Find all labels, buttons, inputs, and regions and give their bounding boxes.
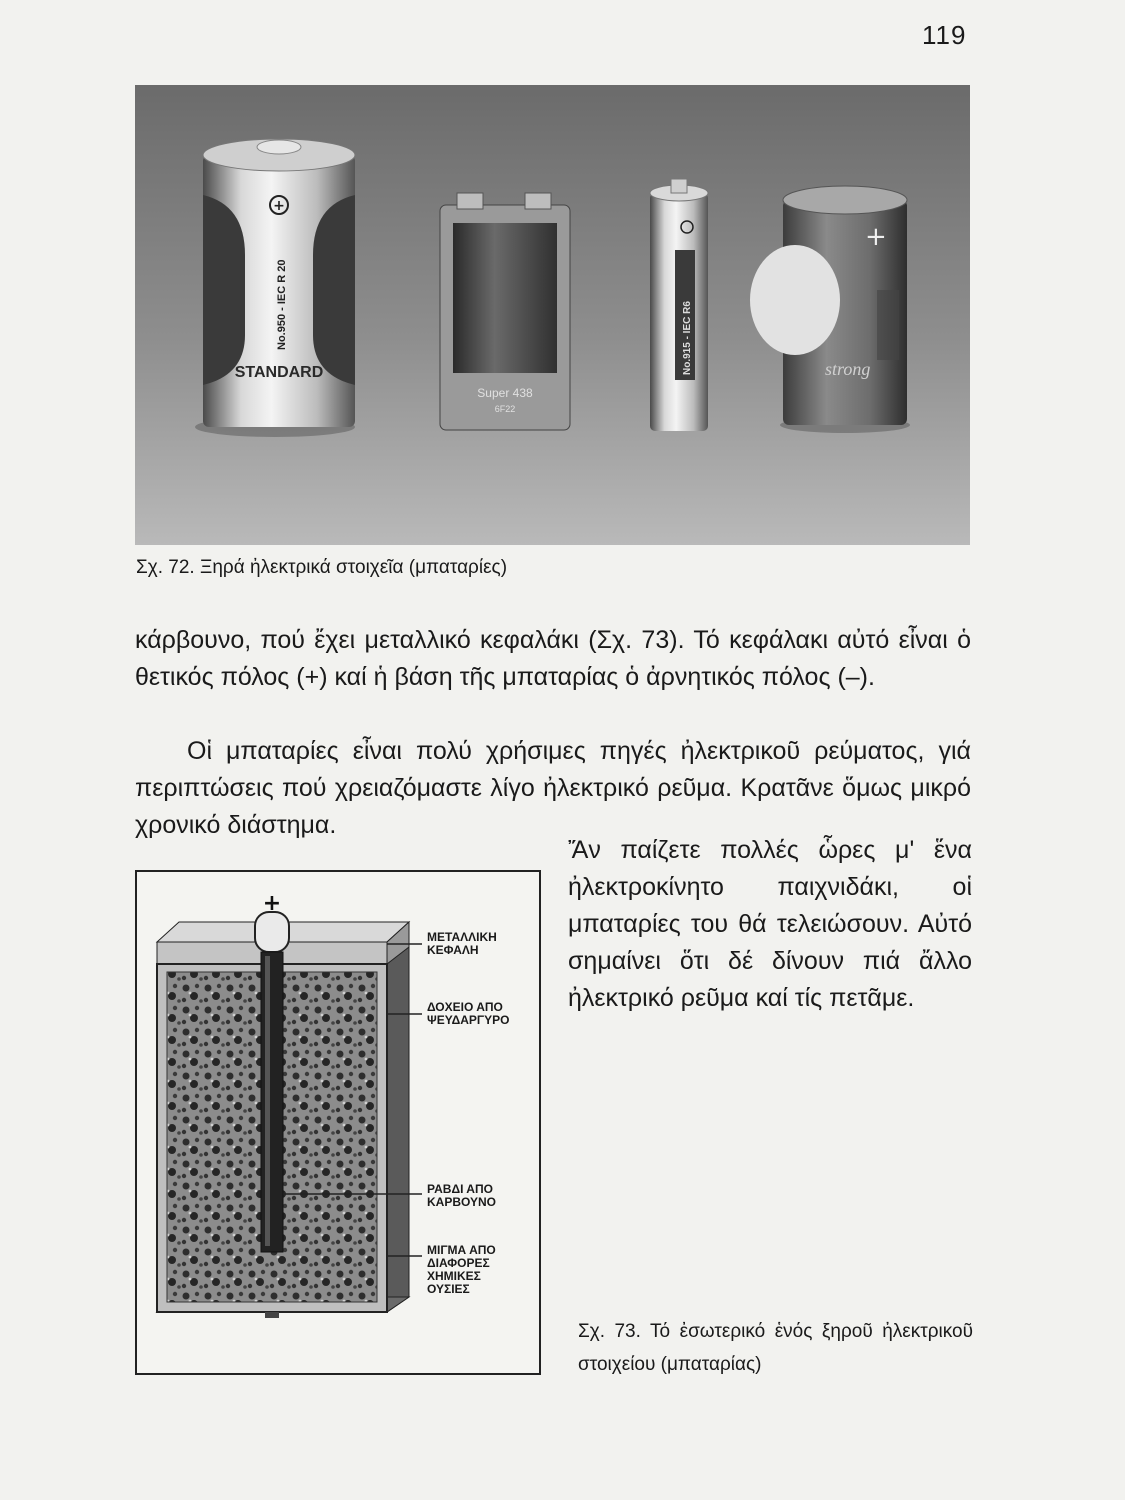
figure-73-caption: Σχ. 73. Τό ἐσωτερικό ἑνός ξηροῦ ἠλεκτρικοῦ στοιχείου (μπαταρίας) <box>578 1321 973 1375</box>
label-carbon-rod: ΡΑΒΔΙ ΑΠΟ ΚΑΡΒΟΥΝΟ <box>427 1182 497 1209</box>
nine-volt-label-1: Super 438 <box>477 386 533 400</box>
svg-text:+: + <box>865 222 887 252</box>
label-chemical-mix: ΜΙΓΜΑ ΑΠΟ ΔΙΑΦΟΡΕΣ ΧΗΜΙΚΕΣ ΟΥΣΙΕΣ <box>427 1243 496 1296</box>
figure-72-caption: Σχ. 72. Ξηρά ἠλεκτρικά στοιχεῖα (μπαταρίες) <box>136 557 508 578</box>
d-cell-brand-text: STANDARD <box>234 364 324 381</box>
label-zinc-container: ΔΟΧΕΙΟ ΑΠΟ ΨΕΥΔΑΡΓΥΡΟ <box>427 1000 510 1027</box>
batteries-photo <box>135 85 970 545</box>
body-paragraph-2: Οἱ μπαταρίες εἶναι πολύ χρήσιμες πηγές ἠλεκτρικοῦ ρεύματος, γιά περιπτώσεις πού χρειαζόμαστε λίγο ἠλεκτρικό ρεῦμα. Κρατᾶνε ὅμως μικρό χρονικό διάστημα. <box>135 737 971 839</box>
positive-terminal-symbol: + <box>262 891 282 916</box>
nine-volt-label-2: 6F22 <box>494 404 516 414</box>
aa-battery <box>650 179 708 431</box>
c-cell-brand-text: strong <box>825 359 871 379</box>
aa-model-text: No.915 - IEC R6 <box>682 301 693 375</box>
label-metal-cap: ΜΕΤΑΛΛΙΚΗ ΚΕΦΑΛΗ <box>427 930 497 957</box>
cell-body <box>157 891 409 1318</box>
svg-text:+: + <box>273 198 285 214</box>
dry-cell-diagram <box>135 870 541 1375</box>
d-cell-model-text: No.950 - IEC R 20 <box>276 259 288 350</box>
body-paragraph-1: κάρβουνο, πού ἔχει μεταλλικό κεφαλάκι (Σχ. 73). Τό κεφάλακι αὐτό εἶναι ὁ θετικός πόλος (+) καί ἡ βάση τῆς μπαταρίας ὁ ἀρνητικός πόλος (–). <box>135 626 971 691</box>
body-paragraph-3: Ἄν παίζετε πολλές ὧρες μ' ἕνα ἠλεκτροκίνητο παιχνιδάκι, οἱ μπαταρίες του θά τελειώσουν. Αὐτό σημαίνει ὅτι δέ δίνουν πιά ἄλλο ἠλεκτρικό ρεῦμα καί τίς πετᾶμε. <box>568 836 972 1012</box>
d-cell-battery <box>195 139 355 437</box>
nine-volt-battery <box>440 193 570 430</box>
page-number: 119 <box>922 20 967 50</box>
